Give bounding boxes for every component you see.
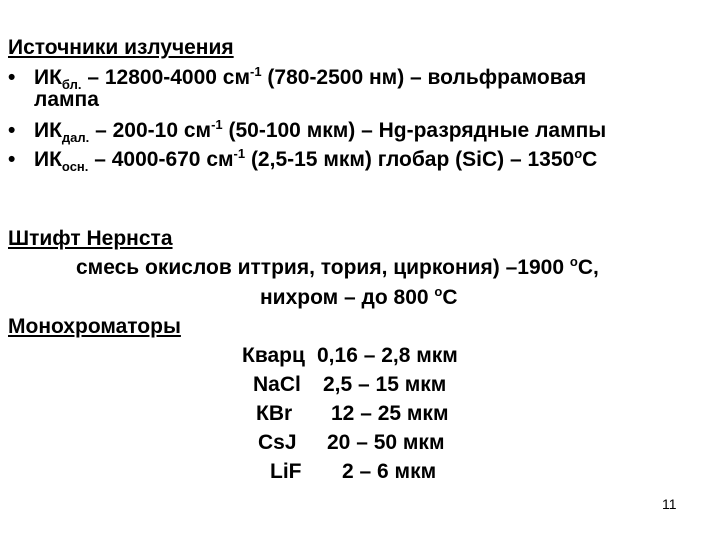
source-line: $ИК_{осн.} - 4000-670$ $см^{-1}$ (2,5-15 мкм) глобар $(SiC) - 1350^оС$ xyxy=(34,146,598,175)
source-line: $ИК_{дал.} - 200-10$ $см^{-1}$ (50-100 мкм) – Hg-разрядные лампы xyxy=(34,117,607,146)
range: 2 – 6 мкм xyxy=(342,460,437,483)
bullet: • xyxy=(8,66,16,89)
range: 0,16 – 2,8 мкм xyxy=(317,344,458,367)
page-number: 11 xyxy=(662,496,677,512)
range: 20 – 50 мкм xyxy=(327,431,445,454)
material: LiF xyxy=(270,460,302,483)
source-line-continuation: лампа xyxy=(34,88,99,111)
range: 12 – 25 мкм xyxy=(331,402,449,425)
range: 2,5 – 15 мкм xyxy=(323,373,447,396)
bullet: • xyxy=(8,148,16,171)
material: КBr xyxy=(256,402,293,425)
source-line: $ИК_{бл.} - 12800-4000$ $см^{-1}$ (780-2500 нм) – вольфрамовая xyxy=(34,64,587,93)
material: NaCl xyxy=(253,373,301,396)
monochromators-heading: Монохроматоры xyxy=(8,315,181,338)
table-row xyxy=(242,345,305,366)
material: CsJ xyxy=(258,431,297,454)
bullet: • xyxy=(8,119,16,142)
nernst-heading: Штифт Нернста xyxy=(8,227,173,250)
sources-heading: Источники излучения xyxy=(8,36,234,59)
nernst-line-2: нихром – до 800 $^о$С xyxy=(260,284,458,309)
material: Кварц xyxy=(242,344,305,367)
nernst-line-1: смесь окислов иттрия, тория, циркония) –1900 $^о$С, xyxy=(76,254,599,279)
